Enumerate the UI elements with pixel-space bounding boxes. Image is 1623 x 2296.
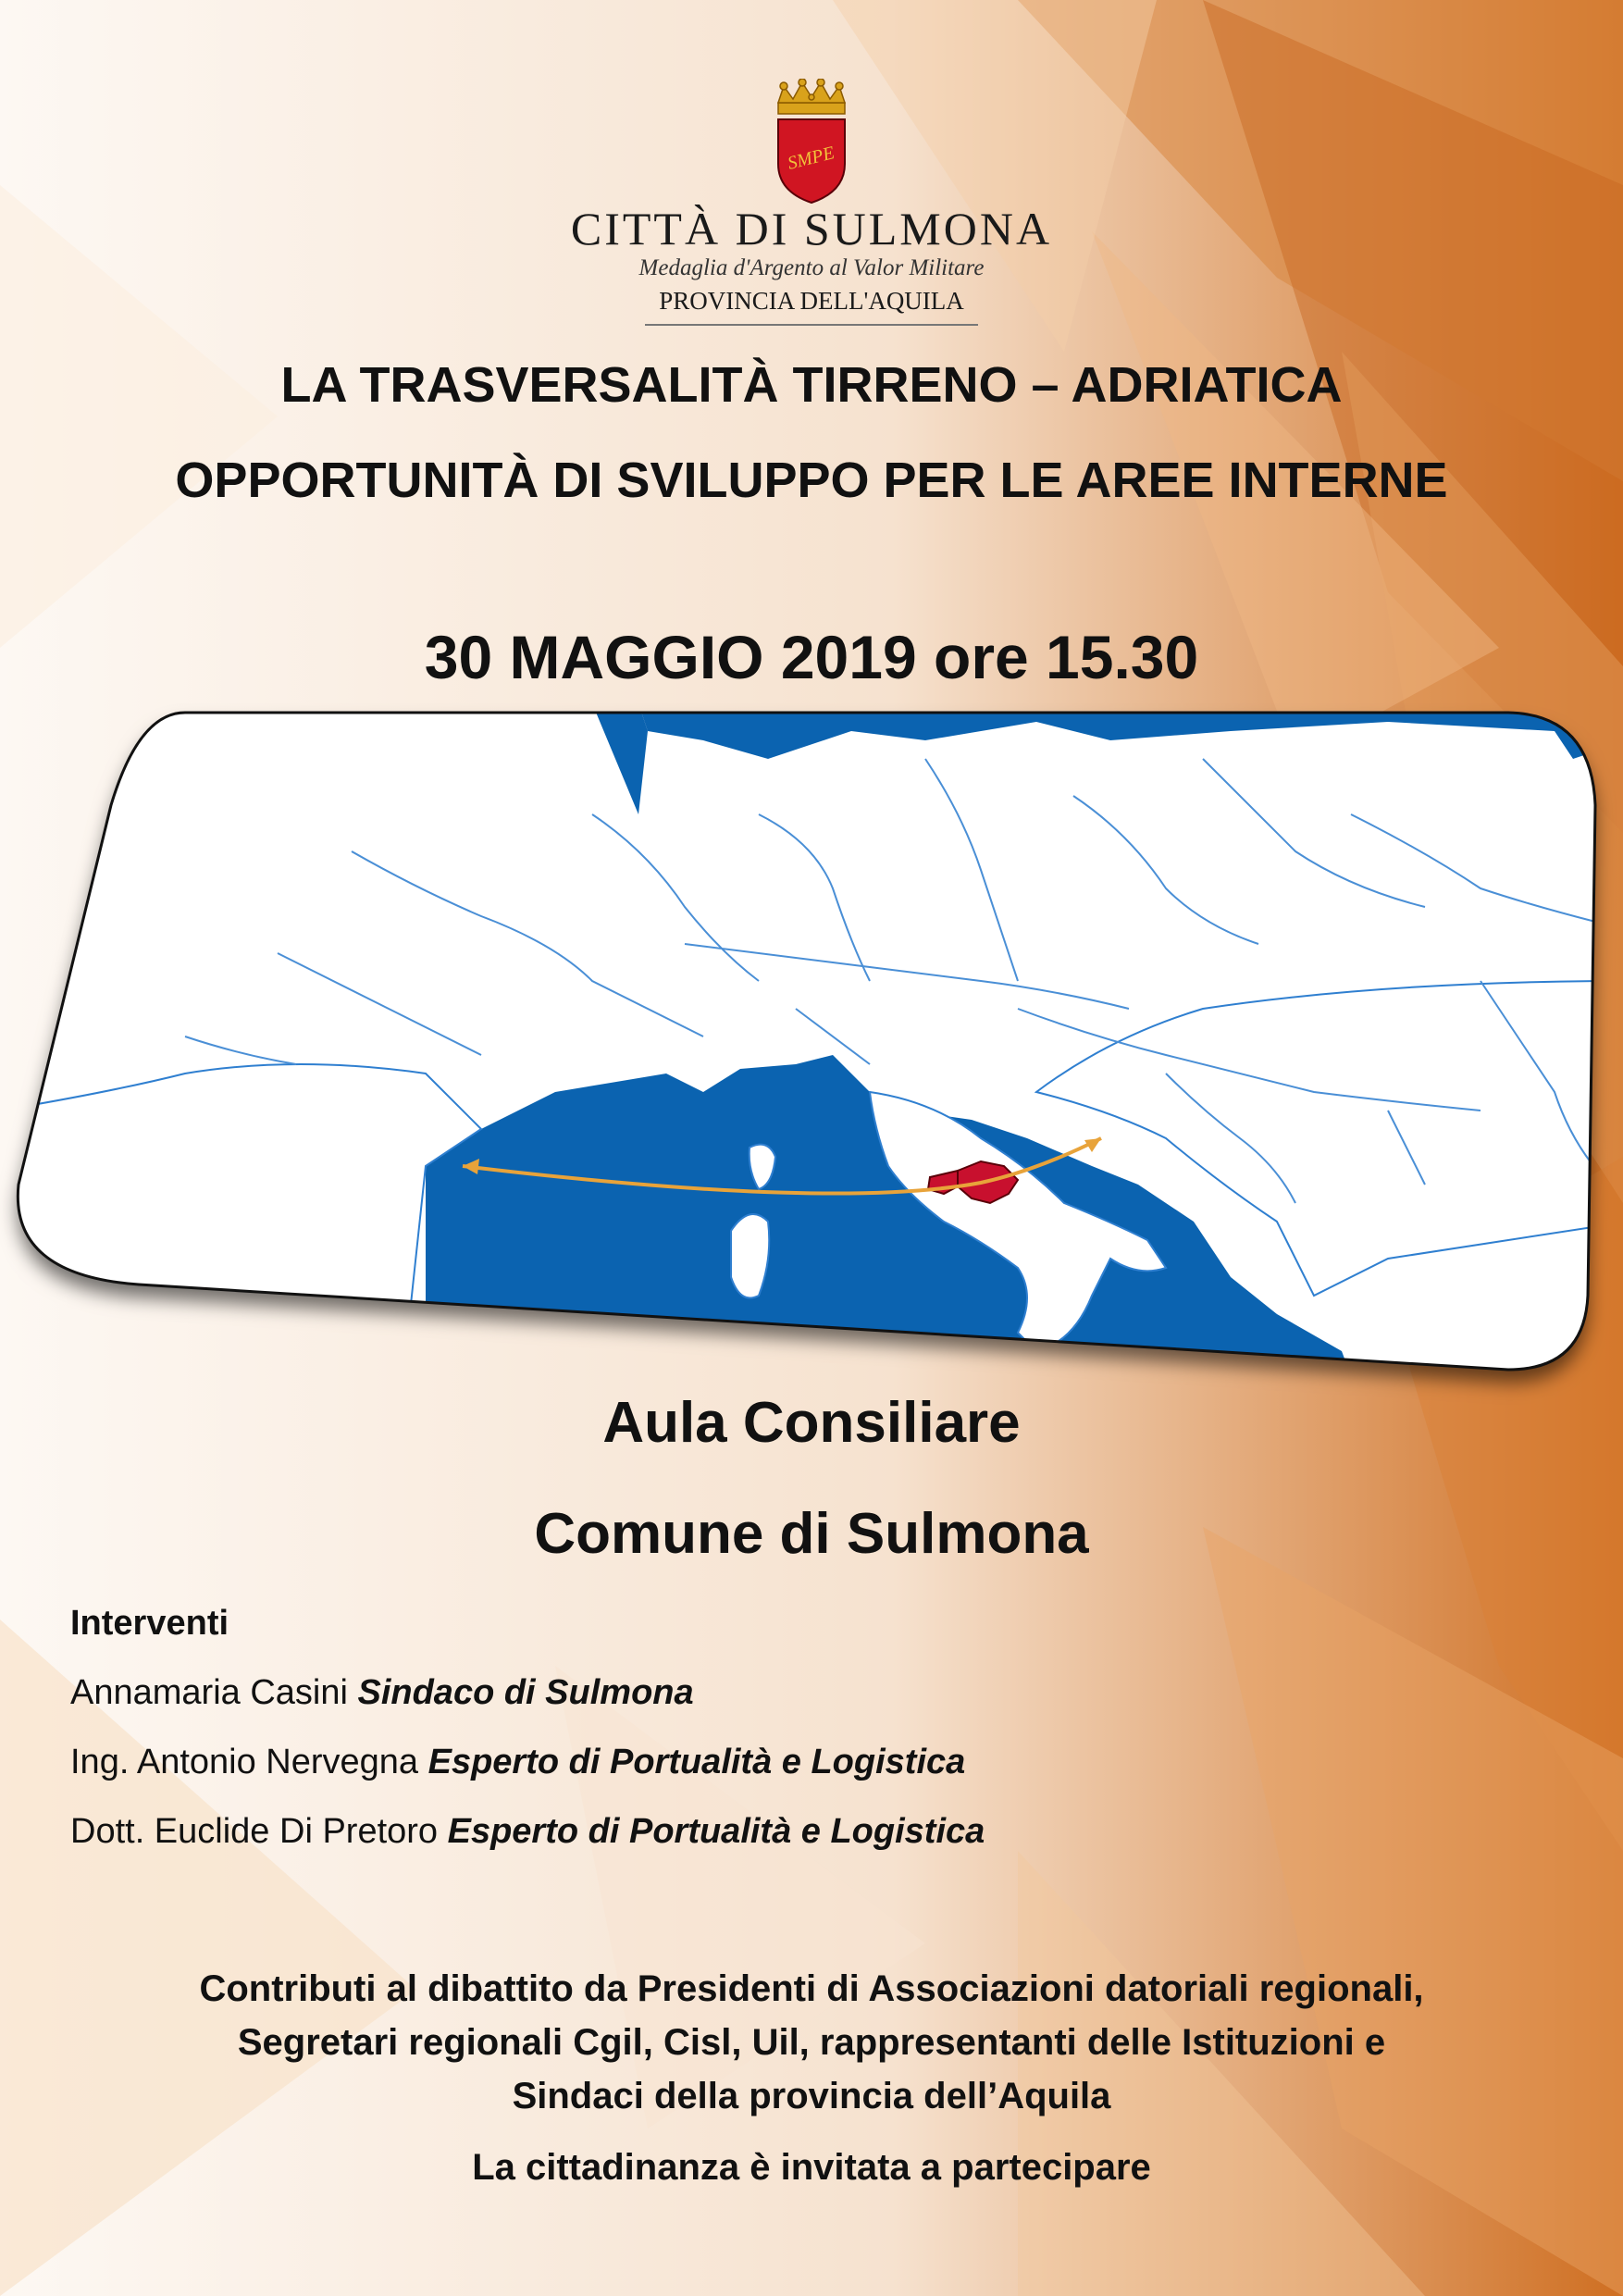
city-province: PROVINCIA DELL'AQUILA: [659, 287, 964, 315]
header-divider: [645, 324, 978, 326]
city-name: CITTÀ DI SULMONA: [570, 203, 1053, 254]
speakers-section: [70, 1604, 1458, 1881]
venue-line1: Aula Consiliare: [602, 1391, 1021, 1455]
event-date-time: 30 MAGGIO 2019 ore 15.30: [424, 623, 1199, 691]
event-title-line1: LA TRASVERSALITÀ TIRRENO – ADRIATICA: [280, 357, 1343, 413]
speaker-name: Ing. Antonio Nervegna: [70, 1743, 428, 1781]
speaker-row: [70, 1812, 1458, 1856]
western-europe: [0, 1064, 481, 1425]
contributions-line2: Segretari regionali Cgil, Cisl, Uil, rappresentanti delle Istituzioni e: [237, 2022, 1386, 2063]
sicily: [893, 1337, 988, 1373]
speaker-name: Dott. Euclide Di Pretoro: [70, 1812, 448, 1851]
speaker-row: [70, 1673, 1458, 1718]
europe-map: [0, 703, 1623, 1425]
contributions-line3: Sindaci della provincia dell’Aquila: [512, 2076, 1111, 2116]
speaker-role: Esperto di Portualità e Logistica: [427, 1743, 966, 1781]
speaker-row: [70, 1743, 1458, 1787]
event-title-line2: OPPORTUNITÀ DI SVILUPPO PER LE AREE INTERNE: [175, 453, 1448, 508]
city-motto: Medaglia d'Argento al Valor Militare: [638, 255, 985, 280]
speaker-role: Esperto di Portualità e Logistica: [447, 1812, 985, 1851]
city-crest-logo: [765, 79, 858, 204]
invitation-text: La cittadinanza è invitata a partecipare: [472, 2147, 1151, 2188]
contributions-line1: Contributi al dibattito da Presidenti di Associazioni datoriali regionali,: [199, 1968, 1424, 2009]
speaker-name: Annamaria Casini: [70, 1673, 358, 1712]
speakers-heading: Interventi: [70, 1604, 229, 1643]
venue-line2: Comune di Sulmona: [534, 1502, 1089, 1566]
crest-lettering: SMPE: [786, 143, 836, 174]
map-content: [0, 703, 1623, 1425]
speaker-role: Sindaco di Sulmona: [357, 1673, 694, 1712]
contributions-text: [0, 1962, 1623, 2123]
